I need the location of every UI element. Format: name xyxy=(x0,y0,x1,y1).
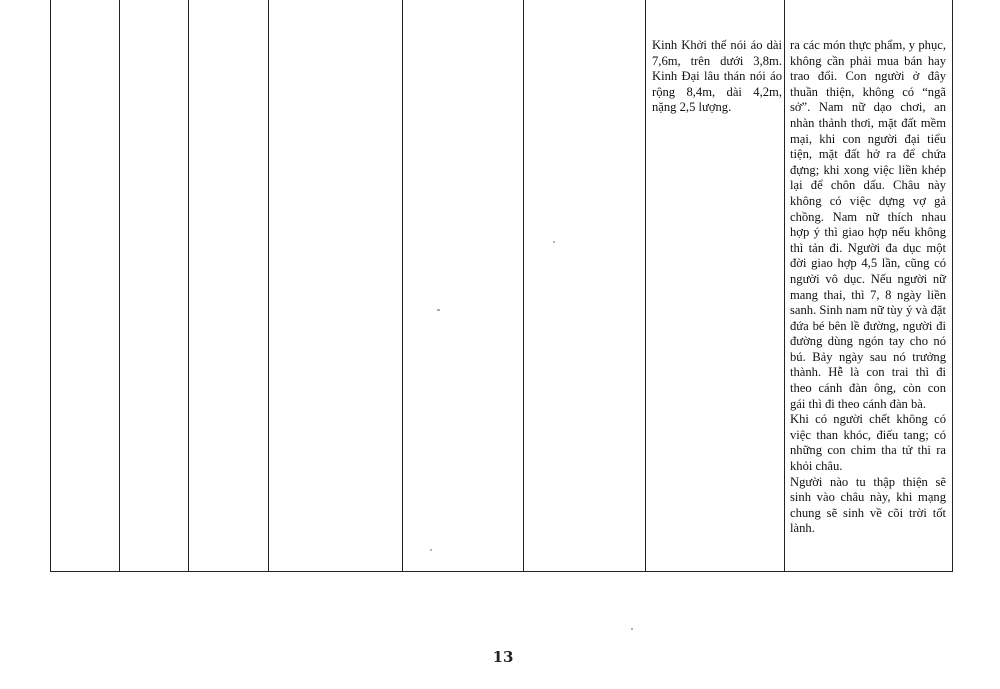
scan-speck xyxy=(553,241,555,243)
description-paragraph: ra các món thực phẩm, y phục, không cần phải mua bán hay trao đổi. Con người ở đây thuần thiện, không có “ngã sở”. Nam nữ dạo chơi, an nhàn thảnh thơi, mặt đất mềm mại, khi con người đại tiểu tiện, mặt đất hở ra để chứa đựng; khi xong việc liền khép lại để chôn dấu. Châu này không có việc dựng vợ gả chồng. Nam nữ thích nhau hợp ý thì giao hợp nếu không thì tản đi. Người đa dục một đời giao hợp 4,5 lần, cũng có người vô dục. Nếu người nữ mang thai, thì 7, 8 ngày liền sanh. Sinh nam nữ tùy ý và đặt đứa bé bên lề đường, người đi đường dùng ngón tay cho nó bú. Bảy ngày sau nó trưởng thành. Hễ là con trai thì đi theo cánh đàn ông, còn con gái thì đi theo cánh đàn bà. xyxy=(790,38,946,411)
robe-measurements-text: Kinh Khởi thế nói áo dài 7,6m, trên dưới 3,8m. Kinh Đại lâu thán nói áo rộng 8,4m, dài 4,2m, nặng 2,5 lượng. xyxy=(652,38,782,115)
column-divider xyxy=(119,0,120,571)
description-paragraph: Người nào tu thập thiện sẽ sinh vào châu này, khi mạng chung sẽ sinh về cõi trời tốt lành. xyxy=(790,474,946,536)
column-divider xyxy=(645,0,646,571)
table-cell-robe-measurements xyxy=(652,38,782,116)
scan-speck xyxy=(631,628,633,630)
column-divider xyxy=(268,0,269,571)
column-divider xyxy=(784,0,785,571)
column-divider xyxy=(402,0,403,571)
column-divider xyxy=(523,0,524,571)
scan-speck xyxy=(437,309,440,311)
description-paragraph: Khi có người chết không có việc than khóc, điếu tang; có những con chim tha tử thi ra khỏi châu. xyxy=(790,412,946,474)
table-cell-continent-description xyxy=(790,38,946,537)
column-divider xyxy=(188,0,189,571)
scan-speck xyxy=(430,549,432,551)
page-number: 13 xyxy=(492,648,514,666)
